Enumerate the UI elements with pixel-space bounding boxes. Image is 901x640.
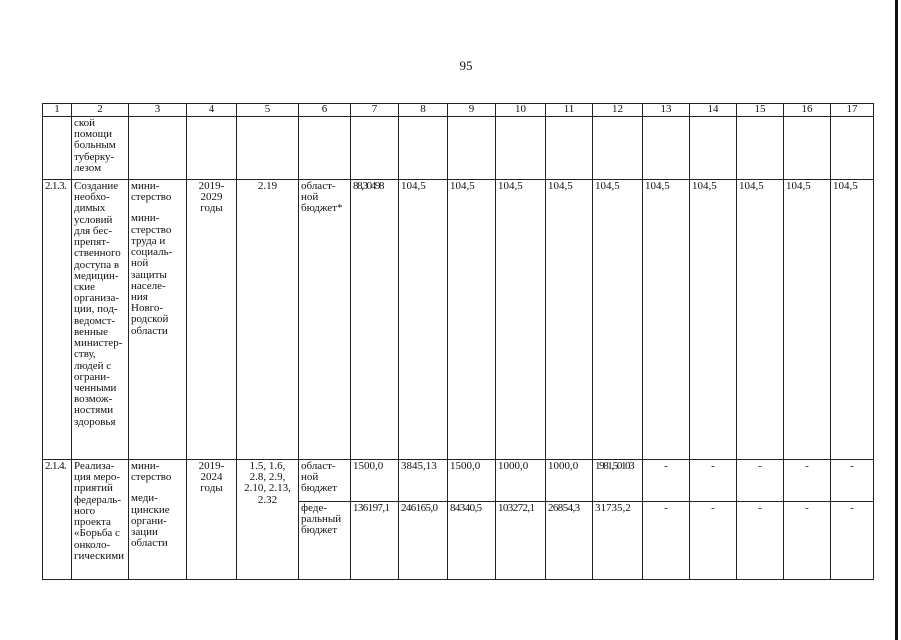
executor-cell xyxy=(129,460,187,580)
item-number: 2.1.3. xyxy=(43,180,72,460)
column-header: 4 xyxy=(187,104,237,117)
value-cell: 103272,1 xyxy=(496,502,546,580)
budget-table xyxy=(42,103,874,580)
value-cell: 104,5 xyxy=(831,180,874,460)
cell xyxy=(43,117,72,180)
value-cell: 104,5 xyxy=(593,180,643,460)
value-cell: 104,5 xyxy=(643,180,690,460)
cell xyxy=(129,117,187,180)
value-cell: 104,5 xyxy=(690,180,737,460)
column-header: 7 xyxy=(351,104,399,117)
cell xyxy=(784,117,831,180)
cell xyxy=(737,117,784,180)
table-row-continued xyxy=(43,117,874,180)
cell xyxy=(399,117,448,180)
executor-cell xyxy=(129,180,187,460)
cell xyxy=(448,117,496,180)
table-row-2-1-4-regional xyxy=(43,460,874,502)
cell xyxy=(593,117,643,180)
cell xyxy=(237,117,299,180)
table-row-2-1-3 xyxy=(43,180,874,460)
page-number: 95 xyxy=(459,58,473,73)
value-cell: 136197,1 xyxy=(351,502,399,580)
value-cell: 88,30498 xyxy=(351,180,399,460)
column-header: 8 xyxy=(399,104,448,117)
value-cell: - xyxy=(831,460,874,502)
column-header: 11 xyxy=(546,104,593,117)
page-edge-rule xyxy=(895,0,898,640)
column-header: 14 xyxy=(690,104,737,117)
item-number: 2.1.4. xyxy=(43,460,72,580)
column-header: 2 xyxy=(72,104,129,117)
value-cell: - xyxy=(784,502,831,580)
column-header: 6 xyxy=(299,104,351,117)
column-header: 9 xyxy=(448,104,496,117)
cell xyxy=(546,117,593,180)
value-cell: 246165,0 xyxy=(399,502,448,580)
activity-name-cell: Создание необхо- димых условий для бес- препят- ственного доступа в медицин- ские организа- ции, под- ведомст- венные министер- ству, людей с ограни- ченными возмож- ностями здоровья xyxy=(72,180,129,460)
value-cell: - xyxy=(831,502,874,580)
value-cell: 104,5 xyxy=(737,180,784,460)
column-header: 13 xyxy=(643,104,690,117)
cell xyxy=(496,117,546,180)
column-header: 16 xyxy=(784,104,831,117)
value-cell: 1000,0 xyxy=(496,460,546,502)
target-indicator-cell: 2.19 xyxy=(237,180,299,460)
funding-source-cell: област- ной бюджет xyxy=(299,460,351,502)
cell xyxy=(351,117,399,180)
funding-source-cell: феде- ральный бюджет xyxy=(299,502,351,580)
value-cell: 3845,13 xyxy=(399,460,448,502)
value-cell: 1981,50103 xyxy=(593,460,643,502)
executor-secondary: меди- цинские органи- зации области xyxy=(131,492,170,550)
funding-source-cell: област- ной бюджет* xyxy=(299,180,351,460)
cell xyxy=(299,117,351,180)
period-cell: 2019- 2029 годы xyxy=(187,180,237,460)
value-cell: 31735,2 xyxy=(593,502,643,580)
value-cell: 104,5 xyxy=(399,180,448,460)
cell xyxy=(643,117,690,180)
value-cell: 1500,0 xyxy=(351,460,399,502)
cell xyxy=(187,117,237,180)
activity-name-cell: ской помощи больным туберку- лезом xyxy=(72,117,129,180)
cell xyxy=(831,117,874,180)
value-cell: 104,5 xyxy=(546,180,593,460)
cell xyxy=(690,117,737,180)
value-cell: - xyxy=(784,460,831,502)
value-cell: - xyxy=(643,460,690,502)
column-header: 1 xyxy=(43,104,72,117)
period-cell: 2019- 2024 годы xyxy=(187,460,237,580)
value-cell: 104,5 xyxy=(448,180,496,460)
column-number-row xyxy=(43,104,874,117)
value-cell: 1500,0 xyxy=(448,460,496,502)
executor-primary: мини- стерство xyxy=(131,460,172,484)
value-cell: - xyxy=(737,460,784,502)
column-header: 17 xyxy=(831,104,874,117)
activity-name-cell: Реализа- ция меро- приятий федераль- ного проекта «Борьба с онколо- гическими xyxy=(72,460,129,580)
value-cell: - xyxy=(737,502,784,580)
value-cell: 104,5 xyxy=(496,180,546,460)
value-cell: 104,5 xyxy=(784,180,831,460)
value-cell: 26854,3 xyxy=(546,502,593,580)
column-header: 12 xyxy=(593,104,643,117)
value-cell: 84340,5 xyxy=(448,502,496,580)
column-header: 3 xyxy=(129,104,187,117)
value-cell: - xyxy=(643,502,690,580)
value-cell: - xyxy=(690,460,737,502)
value-cell: 1000,0 xyxy=(546,460,593,502)
column-header: 15 xyxy=(737,104,784,117)
target-indicator-cell: 1.5, 1.6, 2.8, 2.9, 2.10, 2.13, 2.32 xyxy=(237,460,299,580)
column-header: 10 xyxy=(496,104,546,117)
executor-secondary: мини- стерство труда и социаль- ной защиты населе- ния Новго- родской области xyxy=(131,212,173,337)
value-cell: - xyxy=(690,502,737,580)
executor-primary: мини- стерство xyxy=(131,180,172,204)
column-header: 5 xyxy=(237,104,299,117)
